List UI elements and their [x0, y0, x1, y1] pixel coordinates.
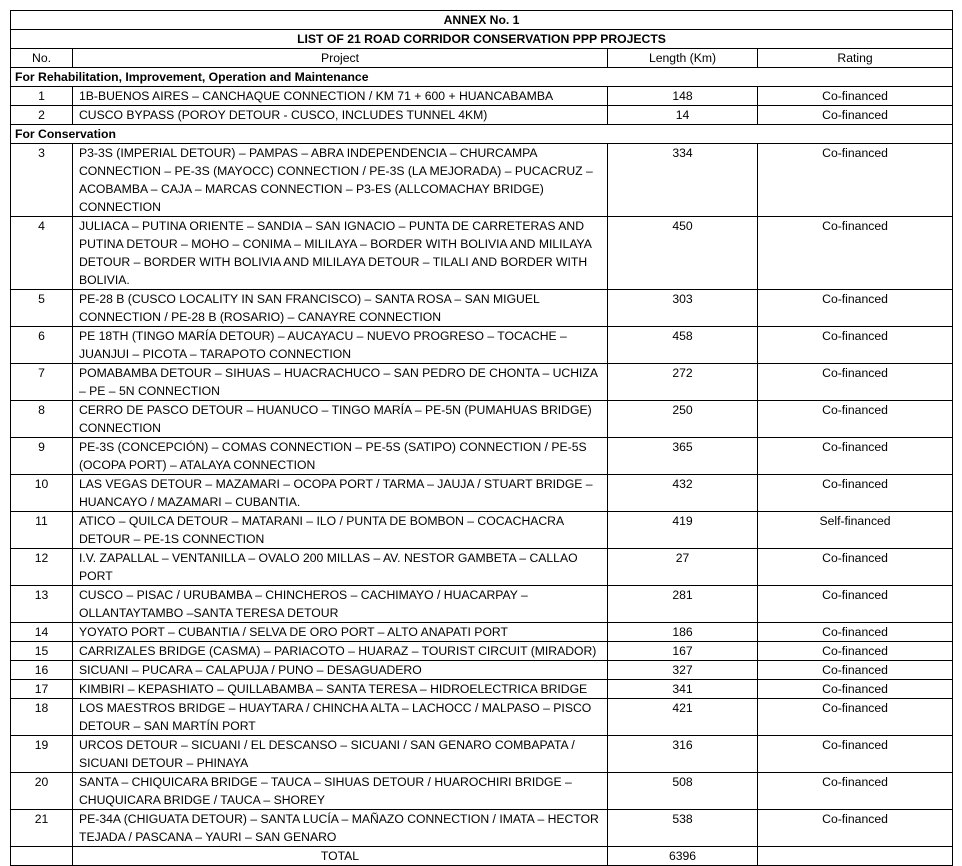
project-name: CARRIZALES BRIDGE (CASMA) – PARIACOTO – HUARAZ – TOURIST CIRCUIT (MIRADOR)	[73, 642, 608, 661]
total-empty-rating	[758, 847, 953, 866]
rating: Co-financed	[758, 810, 953, 847]
projects-table	[10, 10, 953, 866]
project-name: KIMBIRI – KEPASHIATO – QUILLABAMBA – SANTA TERESA – HIDROELECTRICA BRIDGE	[73, 680, 608, 699]
rating: Co-financed	[758, 680, 953, 699]
row-number: 10	[11, 475, 73, 512]
row-number: 12	[11, 549, 73, 586]
length-km: 419	[608, 512, 758, 549]
row-number: 20	[11, 773, 73, 810]
rating: Co-financed	[758, 438, 953, 475]
length-km: 303	[608, 290, 758, 327]
rating: Co-financed	[758, 586, 953, 623]
row-number: 1	[11, 87, 73, 106]
length-km: 458	[608, 327, 758, 364]
header-project: Project	[73, 49, 608, 68]
row-number: 7	[11, 364, 73, 401]
table-row	[11, 699, 953, 736]
length-km: 538	[608, 810, 758, 847]
project-name: PE-28 B (CUSCO LOCALITY IN SAN FRANCISCO) – SANTA ROSA – SAN MIGUEL CONNECTION / PE-28 B (ROSARIO) – CANAYRE CONNECTION	[73, 290, 608, 327]
table-row	[11, 680, 953, 699]
table-row	[11, 327, 953, 364]
table-row	[11, 810, 953, 847]
rating: Co-financed	[758, 106, 953, 125]
section-row	[11, 125, 953, 144]
project-name: PE 18TH (TINGO MARÍA DETOUR) – AUCAYACU – NUEVO PROGRESO – TOCACHE – JUANJUI – PICOTA – TARAPOTO CONNECTION	[73, 327, 608, 364]
rating: Co-financed	[758, 364, 953, 401]
rating: Co-financed	[758, 217, 953, 290]
section-label: For Conservation	[11, 125, 953, 144]
length-km: 316	[608, 736, 758, 773]
project-name: JULIACA – PUTINA ORIENTE – SANDIA – SAN IGNACIO – PUNTA DE CARRETERAS AND PUTINA DETOUR – MOHO – CONIMA – MILILAYA – BORDER WITH BOLIVIA AND MILILAYA DETOUR – BORDER WITH BOLIVIA AND MILILAYA DETOUR – TILALI AND BORDER WITH BOLIVIA.	[73, 217, 608, 290]
length-km: 281	[608, 586, 758, 623]
table-row	[11, 87, 953, 106]
header-length: Length (Km)	[608, 49, 758, 68]
length-km: 27	[608, 549, 758, 586]
list-title: LIST OF 21 ROAD CORRIDOR CONSERVATION PPP PROJECTS	[11, 30, 953, 49]
project-name: P3-3S (IMPERIAL DETOUR) – PAMPAS – ABRA INDEPENDENCIA – CHURCAMPA CONNECTION – PE-3S (MAYOCC) CONNECTION / PE-3S (LA MEJORADA) – PUCACRUZ – ACOBAMBA – CAJA – MARCAS CONNECTION – P3-ES (ALLCOMACHAY BRIDGE) CONNECTION	[73, 144, 608, 217]
section-row	[11, 68, 953, 87]
table-row	[11, 512, 953, 549]
project-name: URCOS DETOUR – SICUANI / EL DESCANSO – SICUANI / SAN GENARO COMBAPATA / SICUANI DETOUR – PHINAYA	[73, 736, 608, 773]
project-name: POMABAMBA DETOUR – SIHUAS – HUACRACHUCO – SAN PEDRO DE CHONTA – UCHIZA – PE – 5N CONNECTION	[73, 364, 608, 401]
project-name: LOS MAESTROS BRIDGE – HUAYTARA / CHINCHA ALTA – LACHOCC / MALPASO – PISCO DETOUR – SAN MARTÍN PORT	[73, 699, 608, 736]
project-name: LAS VEGAS DETOUR – MAZAMARI – OCOPA PORT / TARMA – JAUJA / STUART BRIDGE – HUANCAYO / MAZAMARI – CUBANTIA.	[73, 475, 608, 512]
row-number: 15	[11, 642, 73, 661]
table-row	[11, 623, 953, 642]
table-row	[11, 401, 953, 438]
project-name: YOYATO PORT – CUBANTIA / SELVA DE ORO PORT – ALTO ANAPATI PORT	[73, 623, 608, 642]
row-number: 18	[11, 699, 73, 736]
rating: Co-financed	[758, 87, 953, 106]
length-km: 365	[608, 438, 758, 475]
header-rating: Rating	[758, 49, 953, 68]
table-row	[11, 217, 953, 290]
table-row	[11, 364, 953, 401]
row-number: 5	[11, 290, 73, 327]
rating: Co-financed	[758, 290, 953, 327]
row-number: 6	[11, 327, 73, 364]
row-number: 17	[11, 680, 73, 699]
rating: Co-financed	[758, 475, 953, 512]
length-km: 508	[608, 773, 758, 810]
table-row	[11, 290, 953, 327]
project-name: PE-3S (CONCEPCIÓN) – COMAS CONNECTION – PE-5S (SATIPO) CONNECTION / PE-5S (OCOPA PORT) – ATALAYA CONNECTION	[73, 438, 608, 475]
rating: Co-financed	[758, 736, 953, 773]
rating: Co-financed	[758, 549, 953, 586]
length-km: 334	[608, 144, 758, 217]
length-km: 341	[608, 680, 758, 699]
length-km: 148	[608, 87, 758, 106]
row-number: 21	[11, 810, 73, 847]
table-row	[11, 106, 953, 125]
table-row	[11, 661, 953, 680]
row-number: 2	[11, 106, 73, 125]
length-km: 432	[608, 475, 758, 512]
rating: Co-financed	[758, 661, 953, 680]
annex-title: ANNEX No. 1	[11, 11, 953, 30]
rating: Co-financed	[758, 144, 953, 217]
header-no: No.	[11, 49, 73, 68]
table-row	[11, 736, 953, 773]
length-km: 167	[608, 642, 758, 661]
length-km: 14	[608, 106, 758, 125]
total-label: TOTAL	[73, 847, 608, 866]
length-km: 421	[608, 699, 758, 736]
row-number: 14	[11, 623, 73, 642]
row-number: 9	[11, 438, 73, 475]
project-name: CUSCO BYPASS (POROY DETOUR - CUSCO, INCLUDES TUNNEL 4KM)	[73, 106, 608, 125]
table-row	[11, 642, 953, 661]
length-km: 272	[608, 364, 758, 401]
project-name: I.V. ZAPALLAL – VENTANILLA – OVALO 200 MILLAS – AV. NESTOR GAMBETA – CALLAO PORT	[73, 549, 608, 586]
total-empty-no	[11, 847, 73, 866]
table-row	[11, 773, 953, 810]
project-name: ATICO – QUILCA DETOUR – MATARANI – ILO / PUNTA DE BOMBON – COCACHACRA DETOUR – PE-1S CONNECTION	[73, 512, 608, 549]
row-number: 8	[11, 401, 73, 438]
header-row	[11, 49, 953, 68]
project-name: CERRO DE PASCO DETOUR – HUANUCO – TINGO MARÍA – PE-5N (PUMAHUAS BRIDGE) CONNECTION	[73, 401, 608, 438]
table-row	[11, 144, 953, 217]
row-number: 19	[11, 736, 73, 773]
project-name: SANTA – CHIQUICARA BRIDGE – TAUCA – SIHUAS DETOUR / HUAROCHIRI BRIDGE – CHUQUICARA BRIDGE / TAUCA – SHOREY	[73, 773, 608, 810]
project-name: SICUANI – PUCARA – CALAPUJA / PUNO – DESAGUADERO	[73, 661, 608, 680]
table-row	[11, 475, 953, 512]
length-km: 450	[608, 217, 758, 290]
project-name: CUSCO – PISAC / URUBAMBA – CHINCHEROS – CACHIMAYO / HUACARPAY – OLLANTAYTAMBO –SANTA TERESA DETOUR	[73, 586, 608, 623]
table-row	[11, 549, 953, 586]
total-row	[11, 847, 953, 866]
rating: Co-financed	[758, 642, 953, 661]
length-km: 250	[608, 401, 758, 438]
rating: Self-financed	[758, 512, 953, 549]
rating: Co-financed	[758, 773, 953, 810]
rating: Co-financed	[758, 699, 953, 736]
rating: Co-financed	[758, 623, 953, 642]
total-length: 6396	[608, 847, 758, 866]
row-number: 3	[11, 144, 73, 217]
table-row	[11, 438, 953, 475]
row-number: 4	[11, 217, 73, 290]
row-number: 16	[11, 661, 73, 680]
rating: Co-financed	[758, 401, 953, 438]
project-name: PE-34A (CHIGUATA DETOUR) – SANTA LUCÍA – MAÑAZO CONNECTION / IMATA – HECTOR TEJADA / PASCANA – YAURI – SAN GENARO	[73, 810, 608, 847]
length-km: 327	[608, 661, 758, 680]
row-number: 13	[11, 586, 73, 623]
project-name: 1B-BUENOS AIRES – CANCHAQUE CONNECTION / KM 71 + 600 + HUANCABAMBA	[73, 87, 608, 106]
row-number: 11	[11, 512, 73, 549]
rating: Co-financed	[758, 327, 953, 364]
table-row	[11, 586, 953, 623]
section-label: For Rehabilitation, Improvement, Operation and Maintenance	[11, 68, 953, 87]
length-km: 186	[608, 623, 758, 642]
